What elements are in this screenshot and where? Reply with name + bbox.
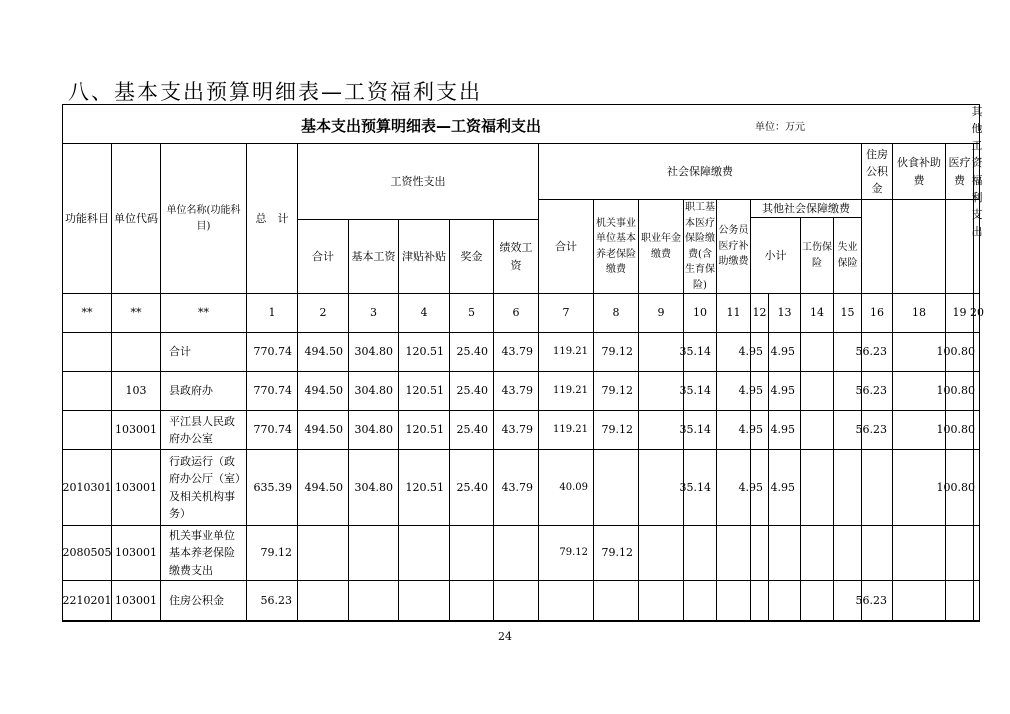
header-blank: [946, 200, 974, 294]
table-cell-w-basic: 304.80: [349, 333, 399, 372]
table-cell-s-medical: 35.14: [684, 411, 717, 450]
table-cell-w-total: [298, 526, 349, 581]
table-cell-code: 103001: [112, 450, 161, 526]
table-cell-w-bonus: 25.40: [450, 411, 494, 450]
table-cell-housing: 56.23: [862, 581, 893, 621]
table-cell-s-medical: [684, 581, 717, 621]
table-cell-o-disabled: [834, 450, 862, 526]
table-cell-w-bonus: [450, 581, 494, 621]
table-cell-w-allowance: 120.51: [399, 333, 450, 372]
table-cell-other: 100.80: [974, 450, 980, 526]
table-cell-w-bonus: 25.40: [450, 450, 494, 526]
table-cell-s-total: 119.21: [539, 372, 594, 411]
header-other-social-group: 其他社会保障缴费: [751, 200, 862, 218]
table-cell-w-basic: [349, 581, 399, 621]
table-cell-w-total: 494.50: [298, 372, 349, 411]
table-cell-w-basic: 304.80: [349, 450, 399, 526]
table-cell-func: 2080505: [63, 526, 112, 581]
table-cell-housing: [862, 450, 893, 526]
table-cell-w-perf: [494, 526, 539, 581]
table-cell-o-disabled: [834, 526, 862, 581]
table-cell-o-injury: 4.95: [769, 411, 801, 450]
index-cell: 11: [717, 294, 751, 333]
header-w-total: 合计: [298, 220, 349, 294]
table-cell-w-allowance: [399, 581, 450, 621]
index-cell: 2: [298, 294, 349, 333]
index-cell: 10: [684, 294, 717, 333]
index-cell: 7: [539, 294, 594, 333]
page-number: 24: [498, 630, 512, 643]
table-cell-w-perf: 43.79: [494, 372, 539, 411]
table-cell-s-total: 40.09: [539, 450, 594, 526]
table-cell-o-unemp: [801, 450, 834, 526]
table-cell-o-subtotal: [751, 581, 769, 621]
table-cell-o-injury: 4.95: [769, 372, 801, 411]
header-w-basic: 基本工资: [349, 220, 399, 294]
table-cell-s-total: 119.21: [539, 411, 594, 450]
table-cell-meal: [893, 526, 946, 581]
index-cell: 9: [639, 294, 684, 333]
table-cell-code: 103001: [112, 581, 161, 621]
table-cell-s-medical: 35.14: [684, 372, 717, 411]
index-cell: 3: [349, 294, 399, 333]
index-cell: 5: [450, 294, 494, 333]
table-cell-total: 56.23: [247, 581, 298, 621]
table-cell-s-civil: [717, 526, 751, 581]
table-cell-w-perf: [494, 581, 539, 621]
index-cell: 6: [494, 294, 539, 333]
table-cell-o-subtotal: 4.95: [751, 411, 769, 450]
table-cell-w-total: 494.50: [298, 411, 349, 450]
table-cell-s-total: 79.12: [539, 526, 594, 581]
table-cell-func: [63, 372, 112, 411]
table-cell-w-basic: 304.80: [349, 411, 399, 450]
table-cell-o-subtotal: [751, 526, 769, 581]
table-cell-o-injury: 4.95: [769, 333, 801, 372]
header-s-civil: 公务员医疗补助缴费: [717, 200, 751, 294]
table-cell-s-pension: [594, 450, 639, 526]
index-cell: 14: [801, 294, 834, 333]
header-housing: 住房公积金: [862, 144, 893, 200]
table-cell-meal: [893, 581, 946, 621]
table-cell-medical: [946, 526, 974, 581]
table-cell-housing: 56.23: [862, 333, 893, 372]
table-cell-s-pension: [594, 581, 639, 621]
index-cell: 19: [946, 294, 974, 333]
table-cell-s-medical: 35.14: [684, 450, 717, 526]
table-cell-code: 103001: [112, 526, 161, 581]
table-cell-other: 100.80: [974, 372, 980, 411]
table-cell-o-unemp: [801, 411, 834, 450]
table-cell-o-subtotal: 4.95: [751, 333, 769, 372]
header-medical: 医疗费: [946, 144, 974, 200]
table-cell-s-pension: 79.12: [594, 372, 639, 411]
table-cell-code: [112, 333, 161, 372]
table-cell-w-perf: 43.79: [494, 333, 539, 372]
table-cell-medical: [946, 581, 974, 621]
header-o-subtotal: 小计: [751, 218, 801, 294]
table-cell-w-basic: [349, 526, 399, 581]
table-cell-code: 103001: [112, 411, 161, 450]
table-cell-s-annuity: [639, 581, 684, 621]
table-cell-o-unemp: [801, 581, 834, 621]
index-cell: **: [112, 294, 161, 333]
table-cell-s-annuity: [639, 450, 684, 526]
index-cell: 13: [769, 294, 801, 333]
table-cell-other: 100.80: [974, 333, 980, 372]
table-cell-o-injury: [769, 581, 801, 621]
header-func-code: 功能科目: [63, 144, 112, 294]
table-cell-s-pension: 79.12: [594, 333, 639, 372]
table-title: 基本支出预算明细表—工资福利支出: [301, 117, 542, 135]
header-s-medical: 职工基本医疗保险缴费(含生育保险): [684, 200, 717, 294]
table-cell-w-basic: 304.80: [349, 372, 399, 411]
unit-label: 单位：万元: [755, 122, 805, 133]
header-wage-group: 工资性支出: [298, 144, 539, 220]
header-w-bonus: 奖金: [450, 220, 494, 294]
table-cell-func: [63, 411, 112, 450]
header-blank: [974, 200, 980, 294]
index-cell: 18: [893, 294, 946, 333]
table-cell-o-subtotal: 4.95: [751, 450, 769, 526]
table-cell-s-total: [539, 581, 594, 621]
index-cell: 1: [247, 294, 298, 333]
table-cell-total: 770.74: [247, 333, 298, 372]
table-cell-w-total: 494.50: [298, 333, 349, 372]
table-cell-w-bonus: [450, 526, 494, 581]
index-cell: 20: [974, 294, 980, 333]
table-cell-name: 平江县人民政府办公室: [161, 411, 247, 450]
table-cell-w-perf: 43.79: [494, 411, 539, 450]
table-cell-housing: [862, 526, 893, 581]
table-cell-w-allowance: 120.51: [399, 411, 450, 450]
table-cell-o-injury: [769, 526, 801, 581]
table-cell-w-bonus: 25.40: [450, 333, 494, 372]
table-title-row: [63, 105, 979, 144]
index-cell: 8: [594, 294, 639, 333]
table-cell-name: 机关事业单位基本养老保险缴费支出: [161, 526, 247, 581]
table-cell-total: 770.74: [247, 411, 298, 450]
index-cell: 4: [399, 294, 450, 333]
table-cell-name: 住房公积金: [161, 581, 247, 621]
table-cell-o-unemp: [801, 372, 834, 411]
table-cell-w-total: [298, 581, 349, 621]
table-cell-s-civil: [717, 581, 751, 621]
table-cell-w-bonus: 25.40: [450, 372, 494, 411]
table-cell-other: [974, 526, 980, 581]
budget-table: [62, 104, 984, 622]
table-cell-o-unemp: [801, 333, 834, 372]
table-cell-name: 合计: [161, 333, 247, 372]
header-o-injury: 工伤保险: [801, 218, 834, 294]
header-blank: [862, 200, 893, 294]
table-cell-func: 2010301: [63, 450, 112, 526]
table-cell-o-injury: 4.95: [769, 450, 801, 526]
index-cell: 12: [751, 294, 769, 333]
index-cell: 16: [862, 294, 893, 333]
header-s-total: 合计: [539, 200, 594, 294]
table-cell-s-annuity: [639, 411, 684, 450]
index-cell: **: [161, 294, 247, 333]
header-other-welfare: 其他工资福利支出: [971, 105, 983, 238]
table-cell-other: 100.80: [974, 411, 980, 450]
table-cell-func: [63, 333, 112, 372]
table-cell-housing: 56.23: [862, 411, 893, 450]
table-cell-w-allowance: 120.51: [399, 372, 450, 411]
header-unit-name: 单位名称(功能科目): [161, 144, 247, 294]
table-cell-name: 行政运行（政府办公厅（室）及相关机构事务）: [161, 450, 247, 526]
header-social-group: 社会保障缴费: [539, 144, 862, 200]
table-cell-s-medical: 35.14: [684, 333, 717, 372]
header-blank: [893, 200, 946, 294]
table-cell-other: [974, 581, 980, 621]
table-cell-w-allowance: [399, 526, 450, 581]
header-w-allowance: 津贴补贴: [399, 220, 450, 294]
index-cell: 15: [834, 294, 862, 333]
header-unit-code: 单位代码: [112, 144, 161, 294]
table-cell-func: 2210201: [63, 581, 112, 621]
table-cell-s-annuity: [639, 526, 684, 581]
index-cell: **: [63, 294, 112, 333]
table-cell-s-medical: [684, 526, 717, 581]
table-cell-w-allowance: 120.51: [399, 450, 450, 526]
table-cell-w-total: 494.50: [298, 450, 349, 526]
table-cell-o-unemp: [801, 526, 834, 581]
table-cell-w-perf: 43.79: [494, 450, 539, 526]
table-cell-o-subtotal: 4.95: [751, 372, 769, 411]
header-s-annuity: 职业年金缴费: [639, 200, 684, 294]
table-cell-s-total: 119.21: [539, 333, 594, 372]
table-cell-s-annuity: [639, 372, 684, 411]
table-cell-s-pension: 79.12: [594, 526, 639, 581]
header-total: 总 计: [247, 144, 298, 294]
table-cell-s-pension: 79.12: [594, 411, 639, 450]
table-cell-code: 103: [112, 372, 161, 411]
header-w-perf: 绩效工资: [494, 220, 539, 294]
table-cell-housing: 56.23: [862, 372, 893, 411]
table-cell-total: 79.12: [247, 526, 298, 581]
section-heading: 八、基本支出预算明细表—工资福利支出: [68, 80, 482, 104]
table-cell-name: 县政府办: [161, 372, 247, 411]
table-cell-s-annuity: [639, 333, 684, 372]
table-cell-total: 770.74: [247, 372, 298, 411]
header-s-pension: 机关事业单位基本养老保险缴费: [594, 200, 639, 294]
header-o-unemp: 失业保险: [834, 218, 862, 294]
header-meal: 伙食补助费: [893, 144, 946, 200]
table-cell-total: 635.39: [247, 450, 298, 526]
